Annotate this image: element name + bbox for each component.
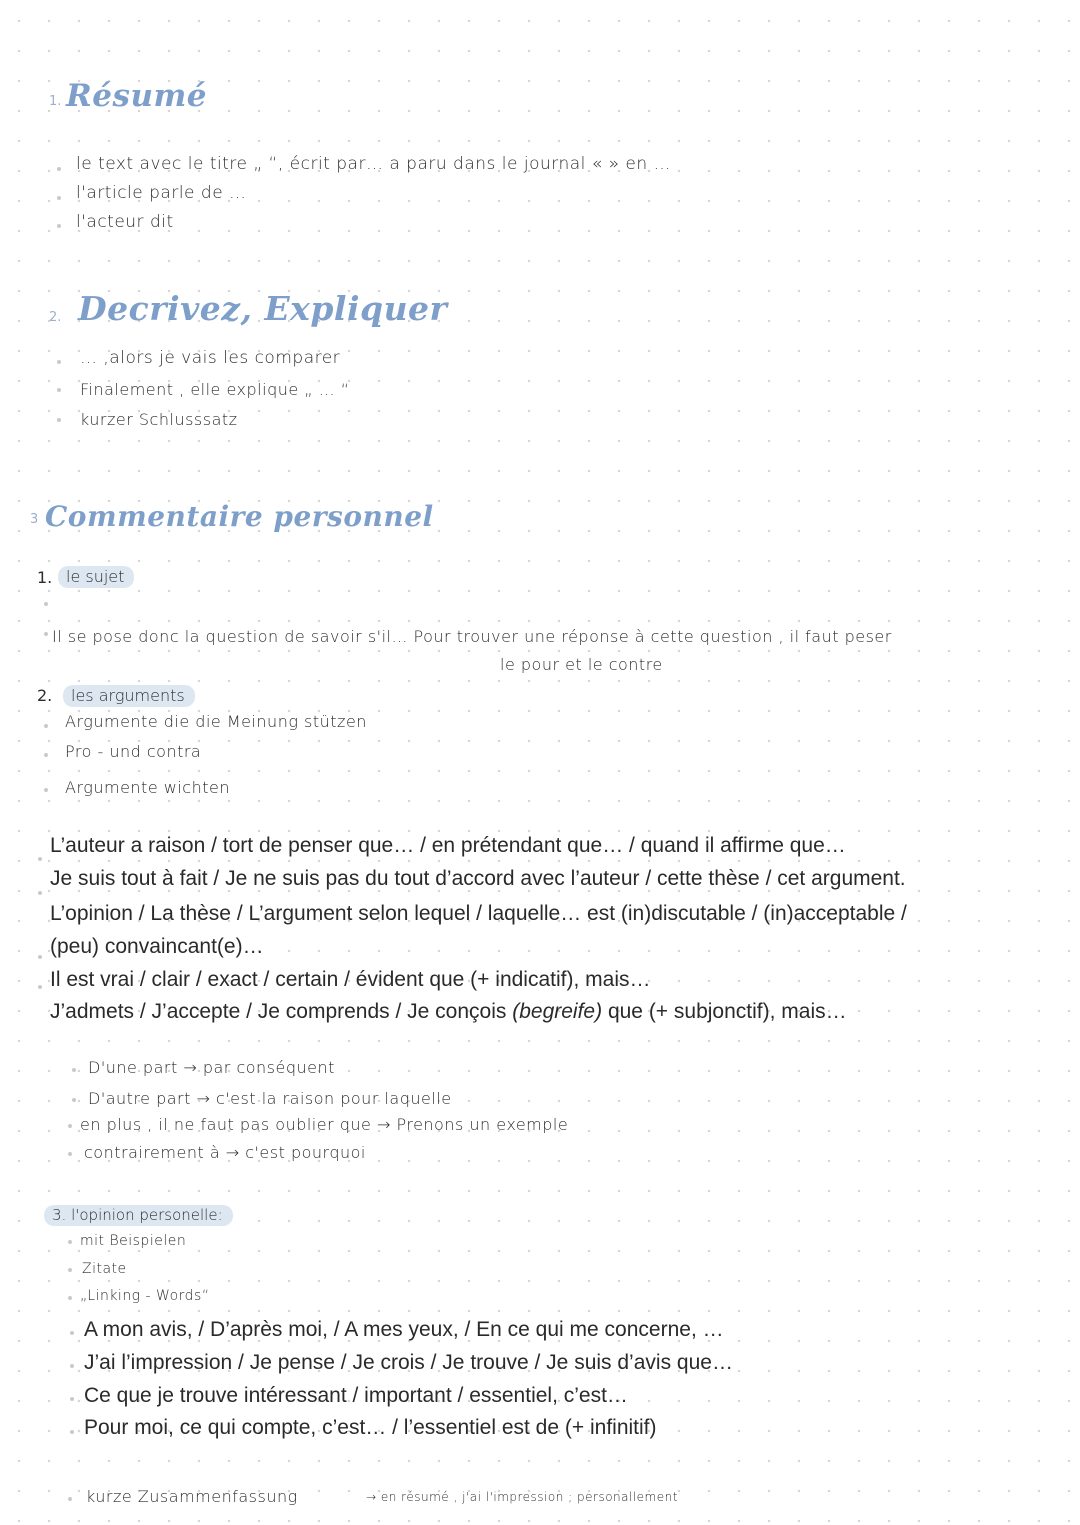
note-line: Il se pose donc la question de savoir s'il… Pour trouver une réponse à cette question , il faut peser (52, 627, 892, 646)
subsection-label: le sujet (58, 566, 134, 588)
printed-line: L’opinion / La thèse / L’argument selon lequel / laquelle… est (in)discutable / (in)acceptable / (50, 902, 907, 925)
note-line: … ,alors je vais les comparer (80, 348, 341, 368)
section-number: 1. (49, 94, 62, 109)
section-number: 2. (49, 310, 62, 325)
note-line: kurzer Schlusssatz (80, 410, 238, 429)
bullet-dot (57, 360, 61, 364)
note-line: l'acteur dit (76, 212, 174, 232)
bullet-dot (44, 753, 48, 757)
bullet-dot (44, 602, 48, 606)
printed-line: Pour moi, ce qui compte, c’est… / l’essentiel est de (+ infinitif) (84, 1416, 657, 1439)
bullet-dot (72, 1098, 76, 1102)
bullet-dot (57, 418, 61, 422)
bullet-dot (57, 388, 61, 392)
bullet-dot (44, 788, 48, 792)
bullet-dot (72, 1068, 76, 1072)
bullet-dot (44, 724, 48, 728)
bullet-dot (57, 167, 61, 171)
bullet-dot (68, 1268, 72, 1272)
subsection-number: 2. (37, 686, 53, 705)
note-line: le pour et le contre (500, 655, 663, 674)
printed-line: J’admets / J’accepte / Je comprends / Je conçois (begreife) que (+ subjonctif), mais… (50, 1000, 847, 1023)
bullet-dot (68, 1124, 72, 1128)
bullet-dot (38, 891, 42, 895)
printed-line: J’ai l’impression / Je pense / Je crois / Je trouve / Je suis d’avis que… (84, 1351, 733, 1374)
note-line: Argumente die die Meinung stützen (65, 712, 367, 731)
note-line: D'autre part → c'est la raison pour laquelle (88, 1089, 452, 1108)
note-line: en plus , il ne faut pas oublier que → Prenons un exemple (80, 1115, 569, 1134)
note-line: Argumente wichten (65, 778, 230, 797)
bullet-dot (44, 632, 48, 636)
note-line: contrairement à → c'est pourquoi (84, 1143, 366, 1162)
section-title: Résumé (66, 78, 208, 114)
subsection-number: 1. (37, 568, 53, 587)
bullet-dot (70, 1430, 74, 1434)
note-line: → en résumé , j'ai l'impression ; personallement (366, 1490, 678, 1504)
printed-line: A mon avis, / D’après moi, / A mes yeux, / En ce qui me concerne, … (84, 1318, 724, 1341)
note-line: Finalement , elle explique „ … “ (80, 380, 350, 399)
bullet-dot (70, 1397, 74, 1401)
bullet-dot (57, 224, 61, 228)
note-line: „Linking - Words“ (80, 1288, 210, 1304)
note-line: l'article parle de … (76, 183, 247, 203)
printed-italic: (begreife) (512, 1000, 603, 1023)
bullet-dot (68, 1296, 72, 1300)
printed-line: Il est vrai / clair / exact / certain / évident que (+ indicatif), mais… (50, 968, 651, 991)
note-line: Zitate (82, 1261, 127, 1277)
printed-line: L’auteur a raison / tort de penser que… / en prétendant que… / quand il affirme que… (50, 834, 846, 857)
subsection-label: 3. l'opinion personelle: (44, 1205, 233, 1226)
bullet-dot (68, 1497, 72, 1501)
subsection-label: les arguments (63, 685, 195, 707)
printed-line: Ce que je trouve intéressant / important / essentiel, c’est… (84, 1384, 628, 1407)
printed-line: (peu) convaincant(e)… (50, 935, 264, 958)
bullet-dot (70, 1364, 74, 1368)
note-line: Pro - und contra (65, 742, 202, 761)
printed-line: Je suis tout à fait / Je ne suis pas du tout d’accord avec l’auteur / cette thèse / cet argument. (50, 867, 906, 890)
section-title: Commentaire personnel (45, 500, 434, 533)
section-number: 3 (30, 512, 39, 527)
bullet-dot (57, 196, 61, 200)
note-line: mit Beispielen (80, 1233, 187, 1249)
note-line: kurze Zusammenfassung (86, 1487, 298, 1506)
bullet-dot (68, 1152, 72, 1156)
bullet-dot (38, 857, 42, 861)
bullet-dot (68, 1240, 72, 1244)
bullet-dot (38, 985, 42, 989)
bullet-dot (70, 1331, 74, 1335)
bullet-dot (38, 955, 42, 959)
note-line: D'une part → par conséquent (88, 1058, 335, 1077)
note-line: le text avec le titre „ “, écrit par… a paru dans le journal « » en … (76, 154, 672, 174)
section-title: Decrivez, Expliquer (78, 289, 448, 328)
